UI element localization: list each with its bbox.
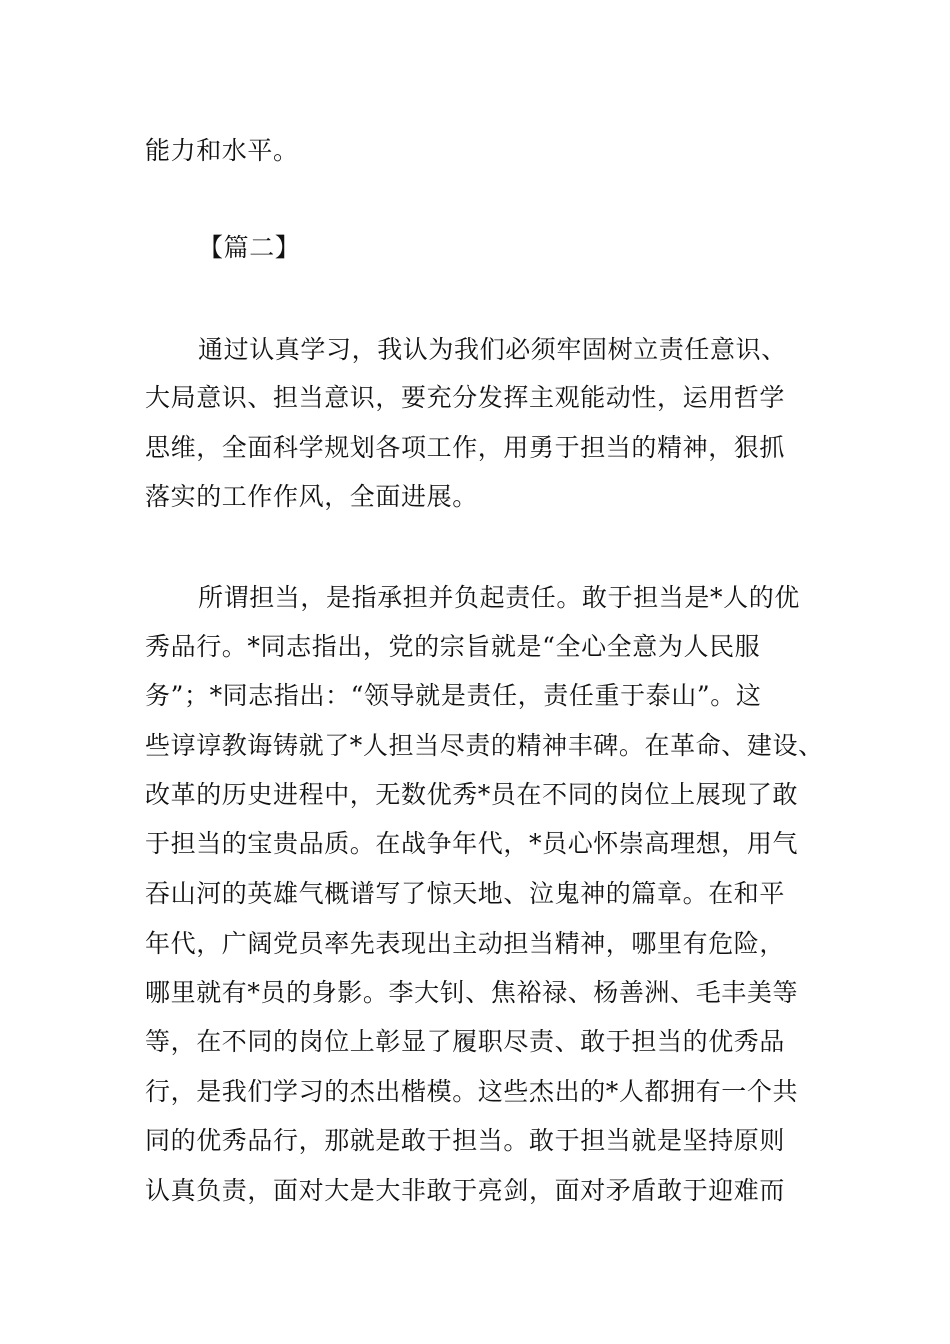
paragraph-line: 同的优秀品行，那就是敢于担当。敢于担当就是坚持原则 (145, 1126, 786, 1155)
paragraph-line: 秀品行。*同志指出，党的宗旨就是“全心全意为人民服 (145, 632, 761, 661)
paragraph-line: 通过认真学习，我认为我们必须牢固树立责任意识、 (198, 335, 787, 364)
paragraph-line: 吞山河的英雄气概谱写了惊天地、泣鬼神的篇章。在和平 (145, 879, 786, 908)
paragraph-line: 行，是我们学习的杰出楷模。这些杰出的*人都拥有一个共 (145, 1077, 799, 1106)
paragraph-line: 改革的历史进程中，无数优秀*员在不同的岗位上展现了敢 (145, 780, 799, 809)
paragraph-line: 大局意识、担当意识，要充分发挥主观能动性，运用哲学 (145, 383, 786, 412)
paragraph-line: 认真负责，面对大是大非敢于亮剑，面对矛盾敢于迎难而 (145, 1176, 786, 1205)
paragraph-line: 些谆谆教诲铸就了*人担当尽责的精神丰碑。在革命、建设、 (145, 731, 824, 760)
paragraph-line: 务”；*同志指出：“领导就是责任，责任重于泰山”。这 (145, 681, 762, 710)
paragraph-line: 落实的工作作风，全面进展。 (145, 482, 478, 511)
paragraph-line: 年代，广阔党员率先表现出主动担当精神，哪里有危险， (145, 929, 786, 958)
paragraph-line: 思维，全面科学规划各项工作，用勇于担当的精神，狠抓 (145, 433, 786, 462)
paragraph-line: 于担当的宝贵品质。在战争年代，*员心怀崇高理想，用气 (145, 829, 799, 858)
paragraph-line: 哪里就有*员的身影。李大钊、焦裕禄、杨善洲、毛丰美等 (145, 978, 799, 1007)
continuation-line: 能力和水平。 (145, 136, 299, 165)
paragraph-line: 等，在不同的岗位上彰显了履职尽责、敢于担当的优秀品 (145, 1027, 786, 1056)
section-title: 【篇二】 (198, 233, 301, 262)
paragraph-line: 所谓担当，是指承担并负起责任。敢于担当是*人的优 (198, 583, 800, 612)
